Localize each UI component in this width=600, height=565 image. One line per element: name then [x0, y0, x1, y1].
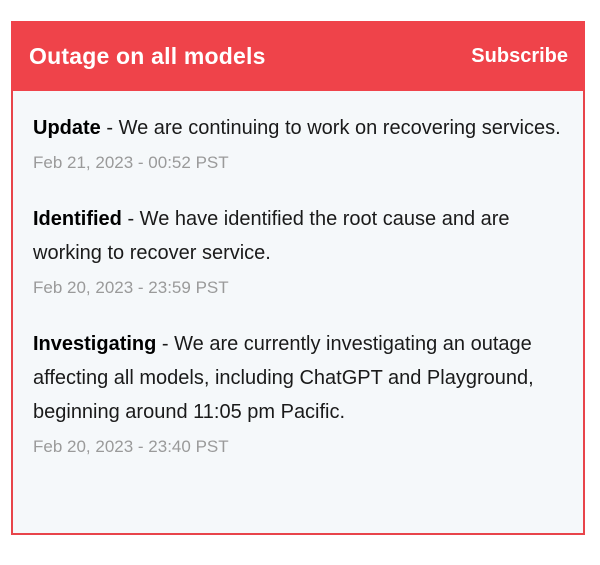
update-item [33, 327, 565, 457]
subscribe-button[interactable]: Subscribe [471, 44, 568, 67]
update-text [33, 327, 565, 429]
update-message: We are continuing to work on recovering services. [118, 117, 561, 139]
update-message: We have identified the root cause and are working to recover service. [33, 208, 510, 264]
update-timestamp: Feb 21, 2023 - 00:52 PST [33, 153, 229, 172]
update-separator: - [121, 208, 140, 230]
update-text [33, 111, 565, 145]
update-status: Identified [33, 208, 122, 230]
update-item [33, 111, 565, 173]
update-status: Update [33, 117, 101, 139]
incident-title: Outage on all models [29, 42, 266, 69]
update-status: Investigating [33, 333, 157, 355]
update-item [33, 202, 565, 298]
updates-list [13, 91, 583, 457]
update-separator: - [100, 117, 119, 139]
update-message: We are currently investigating an outage affecting all models, including ChatGPT and Playground, beginning around 11:05 pm Pacific. [33, 333, 534, 423]
update-timestamp: Feb 20, 2023 - 23:40 PST [33, 437, 229, 456]
update-timestamp: Feb 20, 2023 - 23:59 PST [33, 278, 229, 297]
incident-card [11, 21, 585, 535]
incident-header [11, 21, 585, 91]
update-text [33, 202, 565, 270]
update-separator: - [156, 333, 175, 355]
